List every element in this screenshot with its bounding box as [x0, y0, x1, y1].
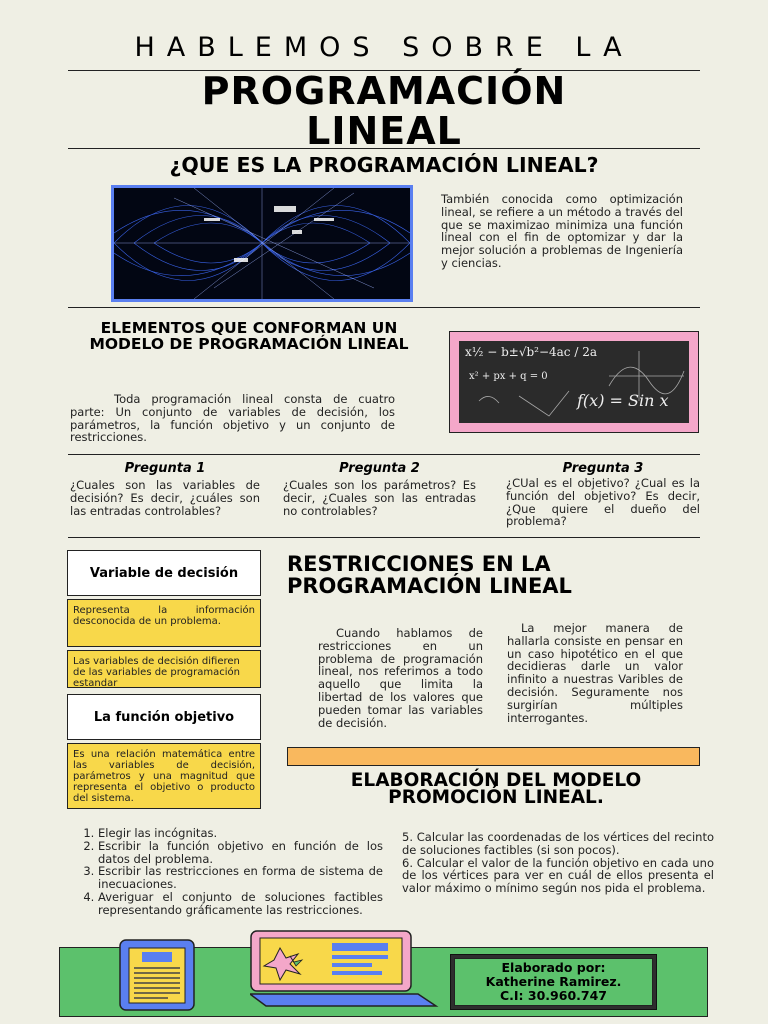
step-5: 5. Calcular las coordenadas de los vértices del recinto de soluciones factibles (si son pocos).	[402, 830, 714, 857]
step-1: 1. Elegir las incógnitas.	[98, 827, 383, 840]
restricciones-text-left: Cuando hablamos de restricciones en un problema de programación lineal, nos referimos a todo aquello que limita la libertad de los valores que pueden tomar las variables de decisión.	[318, 626, 483, 730]
laptop-illustration	[250, 930, 440, 1008]
author-name: Katherine Ramirez.	[485, 974, 622, 989]
tablet-illustration	[118, 938, 198, 1012]
chalk-formula-1: x½ − b±√b²−4ac / 2a	[465, 345, 597, 359]
chalk-formula-2: x² + px + q = 0	[469, 371, 548, 382]
step-6: 6. Calcular el valor de la función objetivo en cada uno de los vértices para ver en cuál de ellos presenta el valor máximo o mínimo según nos pida el problema.	[402, 855, 714, 896]
section1-text: También conocida como optimización lineal, se refiere a un método a través del que se maximizao minimiza una función lineal con el fin de optomizar y dar la mejor solución a problemas de Ingeniería y ciencias.	[441, 192, 683, 270]
question2-text: ¿Cuales son los parámetros? Es decir, ¿Cuales son las entradas no controlables?	[283, 478, 476, 518]
variable-decision-text1: Representa la información desconocida de un problema.	[67, 599, 261, 647]
objective-function-title: La función objetivo	[67, 694, 261, 740]
header-rule-bottom	[68, 148, 700, 149]
header-line2: PROGRAMACIÓN	[201, 69, 567, 113]
chalk-formula-3: f(x) = Sin x	[577, 391, 669, 410]
restricciones-title: RESTRICCIONES EN LA PROGRAMACIÓN LINEAL	[287, 552, 572, 598]
section2-title: ELEMENTOS QUE CONFORMAN UN MODELO DE PROGRAMACIÓN LINEAL	[89, 319, 409, 353]
step-3: 3. Escribir las restricciones en forma de sistema de inecuaciones.	[98, 865, 383, 891]
variable-decision-title: Variable de decisión	[67, 550, 261, 596]
elaboracion-steps-left	[80, 827, 383, 917]
elaboracion-title: ELABORACIÓN DEL MODELO PROMOCIÓN LINEAL.	[350, 770, 642, 808]
section1-title: ¿QUE ES LA PROGRAMACIÓN LINEAL?	[169, 153, 599, 177]
section1-rule	[68, 307, 700, 308]
objective-function-text: Es una relación matemática entre las variables de decisión, parámetros y una magnitud que representa el objetivo o producto del sistema.	[67, 743, 261, 809]
step-2: 2. Escribir la función objetivo en función de los datos del problema.	[98, 840, 383, 866]
variable-decision-text2: Las variables de decisión difieren de las variables de programación estandar	[67, 650, 261, 688]
author-id: C.I: 30.960.747	[499, 988, 607, 1003]
question2-title: Pregunta 2	[339, 461, 420, 476]
elaboracion-steps-right	[402, 831, 714, 895]
question3-title: Pregunta 3	[562, 461, 644, 476]
question1-title: Pregunta 1	[124, 461, 206, 476]
question3-text: ¿CUal es el objetivo? ¿Cual es la función del objetivo? Es decir, ¿Que quiere el dueño del problema?	[506, 476, 700, 529]
header-line1: HABLEMOS SOBRE LA	[134, 32, 634, 63]
question1-text: ¿Cuales son las variables de decisión? Es decir, ¿cuáles son las entradas controlables?	[70, 478, 260, 518]
orange-bar	[287, 747, 700, 766]
section2-rule	[68, 454, 700, 455]
math-graph-image	[111, 185, 413, 302]
restricciones-text-right: La mejor manera de hallarla consiste en pensar en un caso hipotético en el que decidieras darle un valor infinito a nuestras Varibles de decisión. Seguramente nos surgirían múltiples interrogantes.	[507, 621, 683, 725]
header-line3: LINEAL	[306, 109, 462, 153]
chalkboard-image	[449, 331, 699, 433]
author-box	[450, 954, 657, 1010]
author-label: Elaborado por:	[501, 960, 606, 975]
questions-rule	[68, 537, 700, 538]
section2-text: Toda programación lineal consta de cuatro parte: Un conjunto de variables de decisión, los parámetros, la función objetivo y un conjunto de restricciones.	[70, 392, 395, 445]
step-4: 4. Averiguar el conjunto de soluciones factibles representando gráficamente las restricciones.	[98, 891, 383, 917]
